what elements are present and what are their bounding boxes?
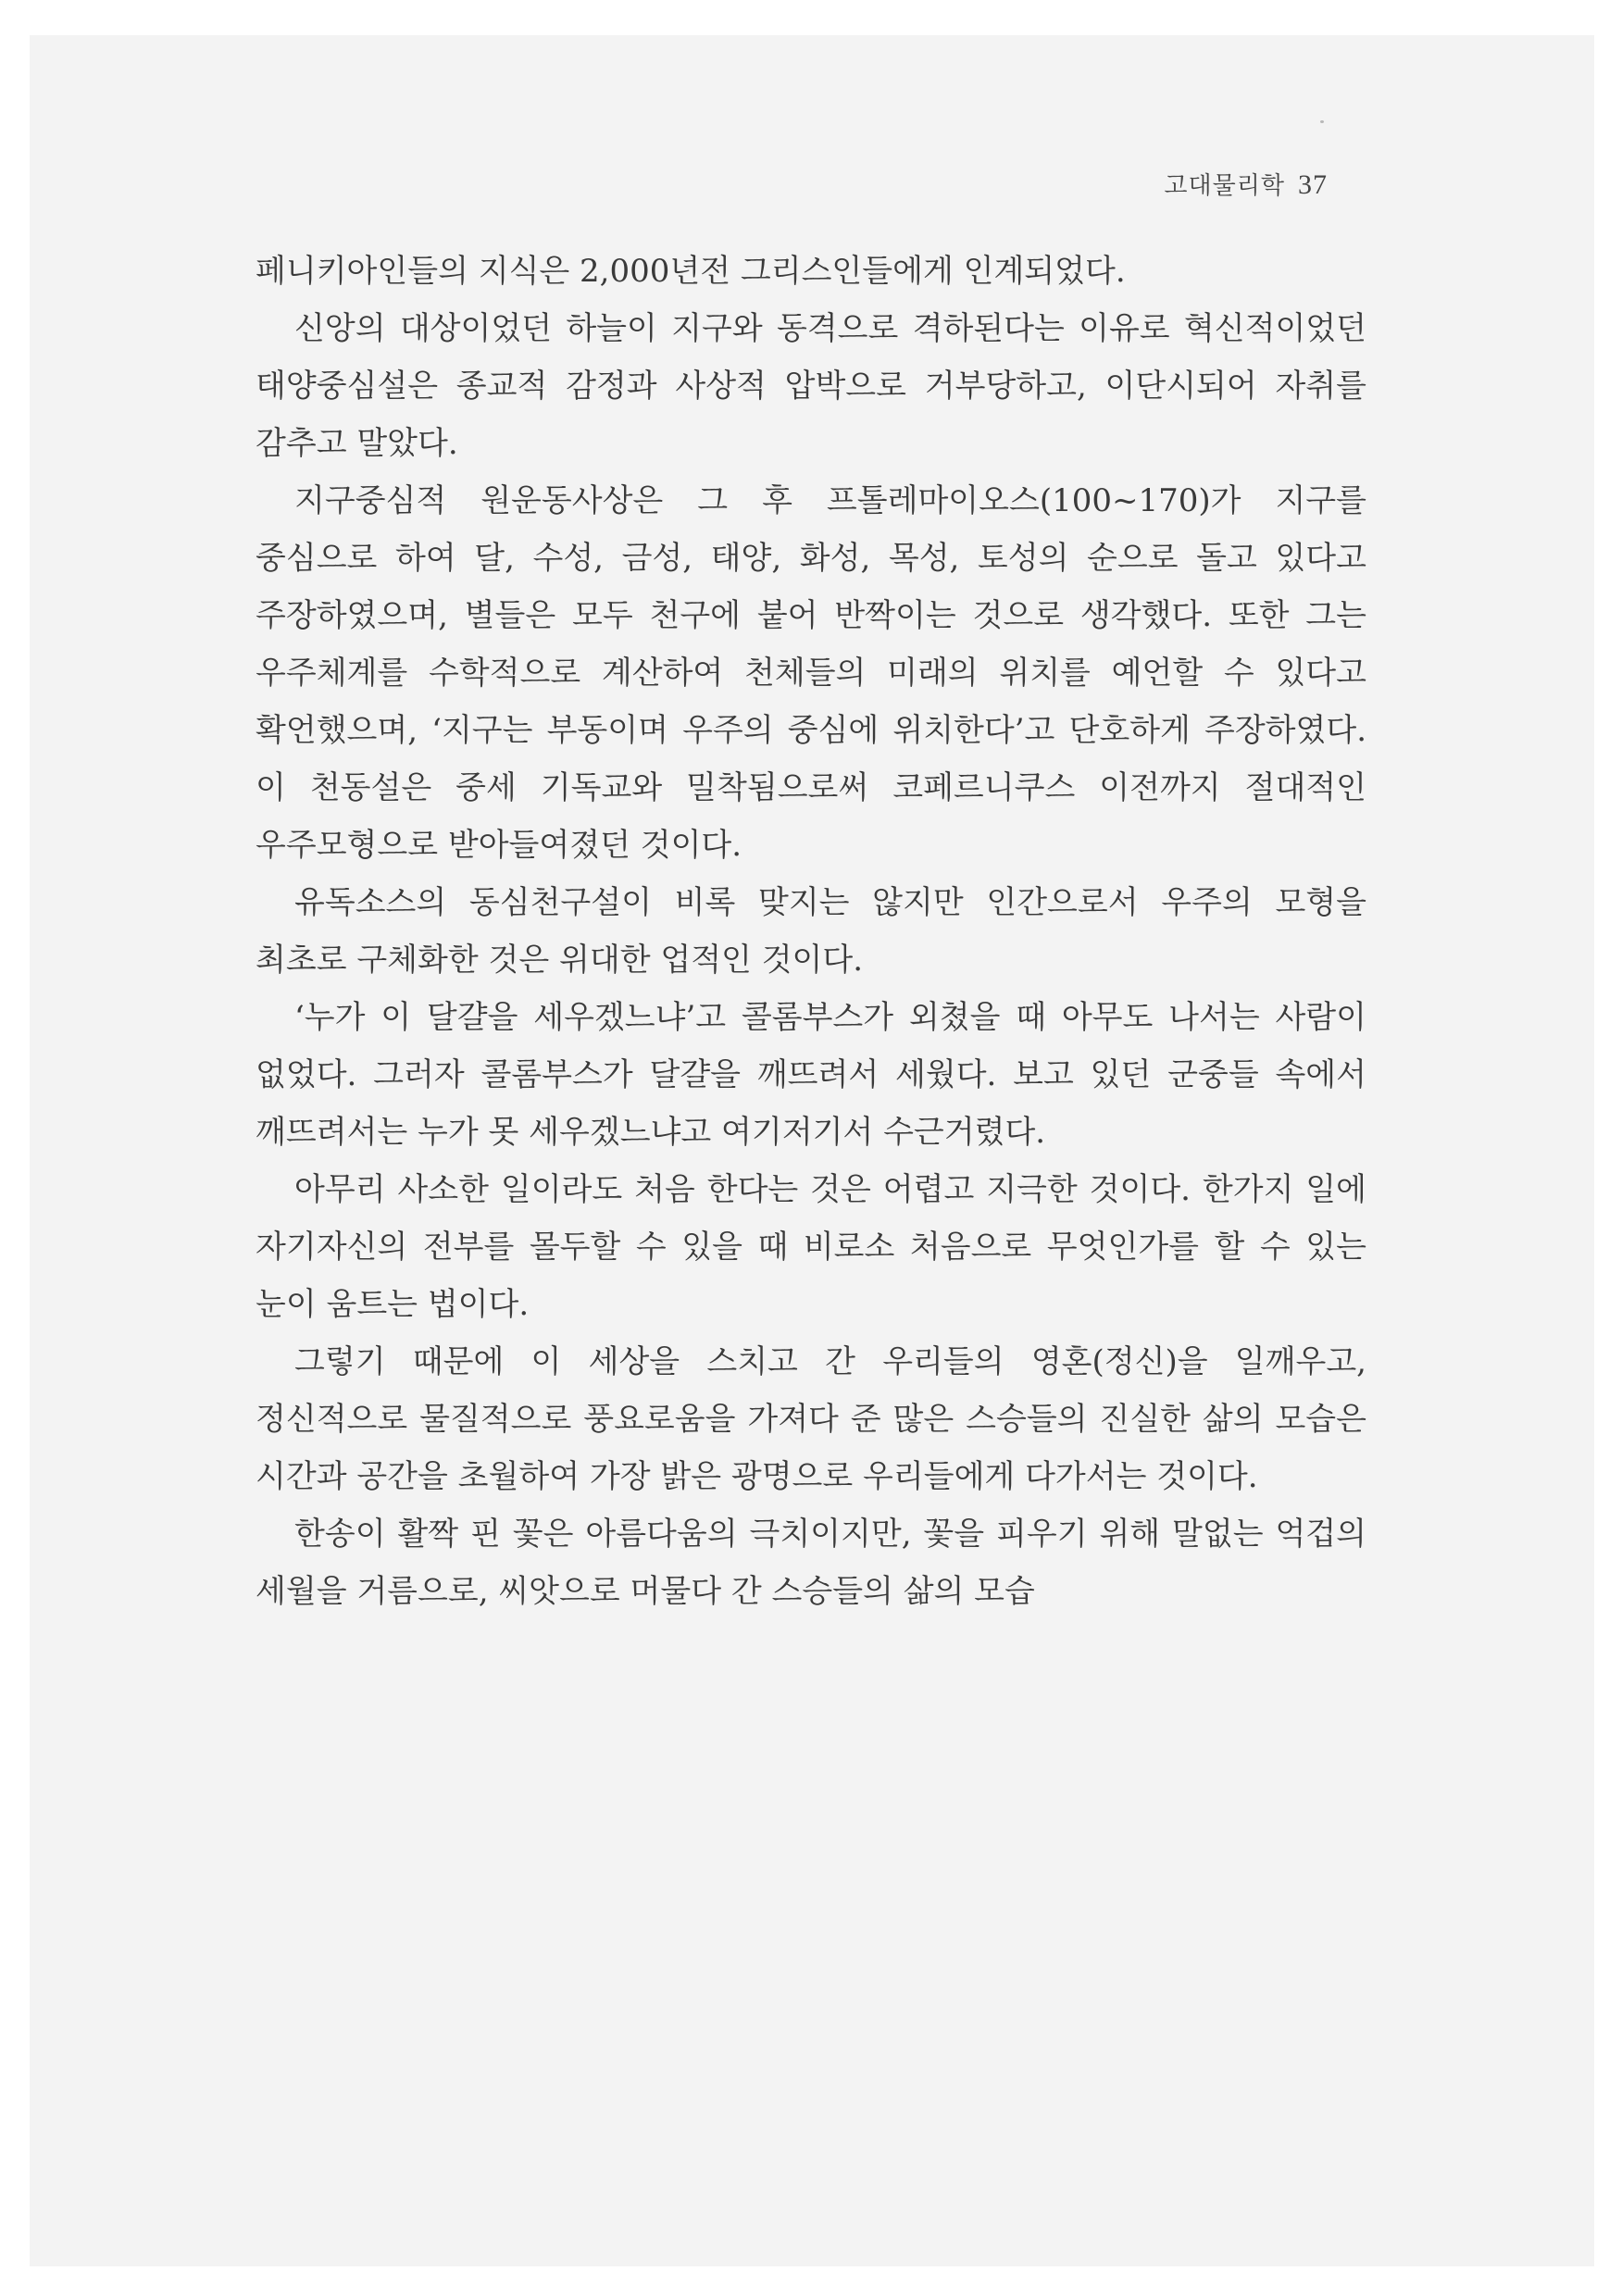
paragraph: ‘누가 이 달걀을 세우겠느냐’고 콜롬부스가 외쳤을 때 아무도 나서는 사람이 없었다. 그러자 콜롬부스가 달걀을 깨뜨려서 세웠다. 보고 있던 군중들 속에서 깨뜨려서는 누가 못 세우겠느냐고 여기저기서 수근거렸다. <box>256 999 1366 1151</box>
running-header <box>1164 167 1328 201</box>
paragraph: 아무리 사소한 일이라도 처음 한다는 것은 어렵고 지극한 것이다. 한가지 일에 자기자신의 전부를 몰두할 수 있을 때 비로소 처음으로 무엇인가를 할 수 있는 눈이 움트는 법이다. <box>256 1171 1366 1323</box>
paragraph: 페니키아인들의 지식은 2,000년전 그리스인들에게 인계되었다. <box>256 253 1126 290</box>
body-text <box>256 243 1366 1620</box>
chapter-title: 고대물리학 <box>1164 172 1285 200</box>
paragraph: 신앙의 대상이었던 하늘이 지구와 동격으로 격하된다는 이유로 혁신적이었던 태양중심설은 종교적 감정과 사상적 압박으로 거부당하고, 이단시되어 자취를 감추고 말았다. <box>256 310 1366 462</box>
page-number: 37 <box>1298 169 1328 200</box>
paragraph: 그렇기 때문에 이 세상을 스치고 간 우리들의 영혼(정신)을 일깨우고, 정신적으로 물질적으로 풍요로움을 가져다 준 많은 스승들의 진실한 삶의 모습은 시간과 공간을 초월하여 가장 밝은 광명으로 우리들에게 다가서는 것이다. <box>256 1343 1366 1495</box>
paragraph: 지구중심적 원운동사상은 그 후 프톨레마이오스(100~170)가 지구를 중심으로 하여 달, 수성, 금성, 태양, 화성, 목성, 토성의 순으로 돌고 있다고 주장하였으며, 별들은 모두 천구에 붙어 반짝이는 것으로 생각했다. 또한 그는 우주체계를 수학적으로 계산하여 천체들의 미래의 위치를 예언할 수 있다고 확언했으며, ‘지구는 부동이며 우주의 중심에 위치한다’고 단호하게 주장하였다. 이 천동설은 중세 기독교와 밀착됨으로써 코페르니쿠스 이전까지 절대적인 우주모형으로 받아들여졌던 것이다. <box>256 482 1366 864</box>
scan-speck <box>1320 120 1324 123</box>
paragraph: 유독소스의 동심천구설이 비록 맞지는 않지만 인간으로서 우주의 모형을 최초로 구체화한 것은 위대한 업적인 것이다. <box>256 884 1366 979</box>
paragraph: 한송이 활짝 핀 꽃은 아름다움의 극치이지만, 꽃을 피우기 위해 말없는 억겁의 세월을 거름으로, 씨앗으로 머물다 간 스승들의 삶의 모습 <box>256 1516 1366 1610</box>
